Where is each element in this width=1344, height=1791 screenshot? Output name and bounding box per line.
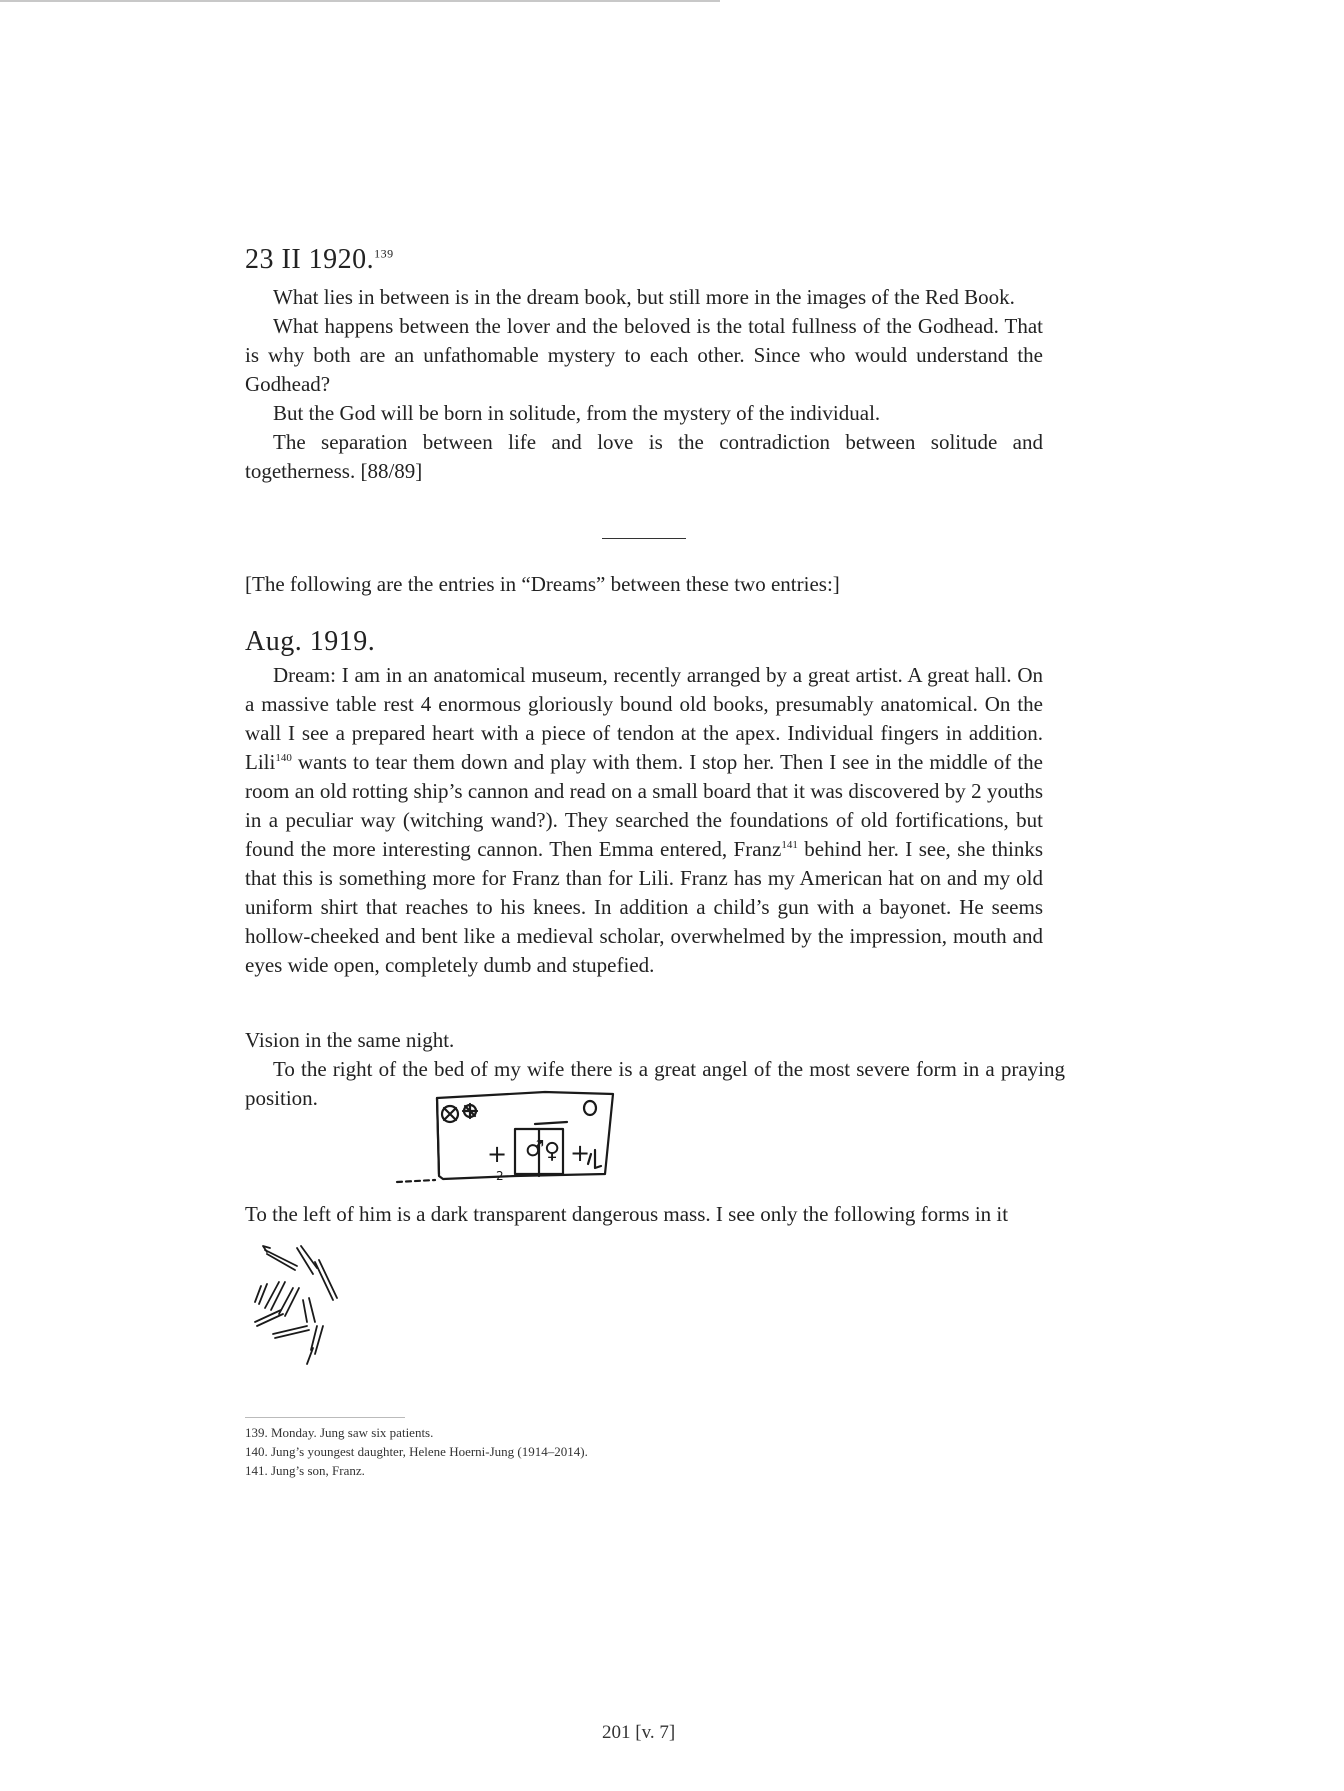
paragraph: But the God will be born in solitude, from the mystery of the individual. bbox=[273, 401, 881, 425]
circle-symbol bbox=[584, 1101, 596, 1115]
female-symbol: ♀ bbox=[544, 1139, 561, 1164]
vision-text: To the right of the bed of my wife there is a great angel of the most severe form in a praying position. bbox=[245, 1057, 1065, 1110]
page-edge-shadow bbox=[0, 0, 720, 2]
footnote-140: 140. Jung’s youngest daughter, Helene Hoerni-Jung (1914–2014). bbox=[245, 1444, 588, 1459]
paragraph: What happens between the lover and the beloved is the total fullness of the Godhead. That is why both are an unfathomable mystery to each other. Since who would understand the Godhead? bbox=[245, 314, 1043, 396]
entry-1-body bbox=[245, 283, 1043, 486]
page-number: 201 [v. 7] bbox=[602, 1722, 676, 1743]
dark-mass-forms-sketch bbox=[245, 1238, 385, 1378]
footnote-ref-141[interactable]: 141 bbox=[781, 839, 798, 851]
plus-symbol-right: + bbox=[570, 1139, 591, 1167]
section-divider bbox=[602, 538, 686, 539]
footnote-ref-140[interactable]: 140 bbox=[275, 752, 292, 764]
entry-date-heading: Aug. 1919. bbox=[245, 626, 376, 657]
male-symbol: ♂ bbox=[525, 1137, 545, 1162]
entry-date-heading: 23 II 1920.$^{139}$ bbox=[245, 244, 394, 275]
bed-sketch bbox=[395, 1084, 625, 1194]
footnote-141: 141. Jung’s son, Franz. bbox=[245, 1463, 365, 1478]
footnote-139: 139. Monday. Jung saw six patients. bbox=[245, 1425, 434, 1440]
dashed-line bbox=[397, 1180, 435, 1182]
form-stroke bbox=[265, 1250, 297, 1270]
plus-symbol-left: + bbox=[487, 1140, 508, 1168]
dark-mass-text: To the left of him is a dark transparent dangerous mass. I see only the following forms in it bbox=[245, 1202, 1009, 1226]
paragraph: The separation between life and love is the contradiction between solitude and togetherness. [88/89] bbox=[245, 430, 1043, 483]
paragraph: What lies in between is in the dream book, but still more in the images of the Red Book. bbox=[273, 285, 1015, 309]
footnote-rule bbox=[245, 1417, 405, 1418]
vision-heading: Vision in the same night. bbox=[245, 1028, 455, 1052]
subscript-digit: 2 bbox=[496, 1169, 504, 1183]
editorial-note: [The following are the entries in “Dreams” between these two entries:] bbox=[245, 572, 840, 596]
dream-text: Dream: I am in an anatomical museum, recently arranged by a great artist. A great hall. On a massive table rest 4 enormous gloriously bound old books, presumably anatomical. On the wall I see a prepared heart with a piece of tendon at the apex. Individual fingers in addition. Lili$^{140}$ wants to tear them down and play with them. I stop her. Then I see in the middle of the room an old rotting ship’s cannon and read on a small board that it was discovered by 2 youths in a peculiar way (witching wand?). They searched the foundations of old fortifications, but found the more interesting cannon. Then Emma entered, Franz$^{141}$ behind her. I see, she thinks that this is something more for Franz than for Lili. Franz has my American hat on and my old uniform shirt that reaches to his knees. In addition a child’s gun with a bayonet. He seems hollow-cheeked and bent like a medieval scholar, overwhelmed by the impression, mouth and eyes wide open, completely dumb and stupefied. bbox=[245, 663, 1043, 977]
footnote-ref-139[interactable]: 139 bbox=[374, 246, 394, 261]
